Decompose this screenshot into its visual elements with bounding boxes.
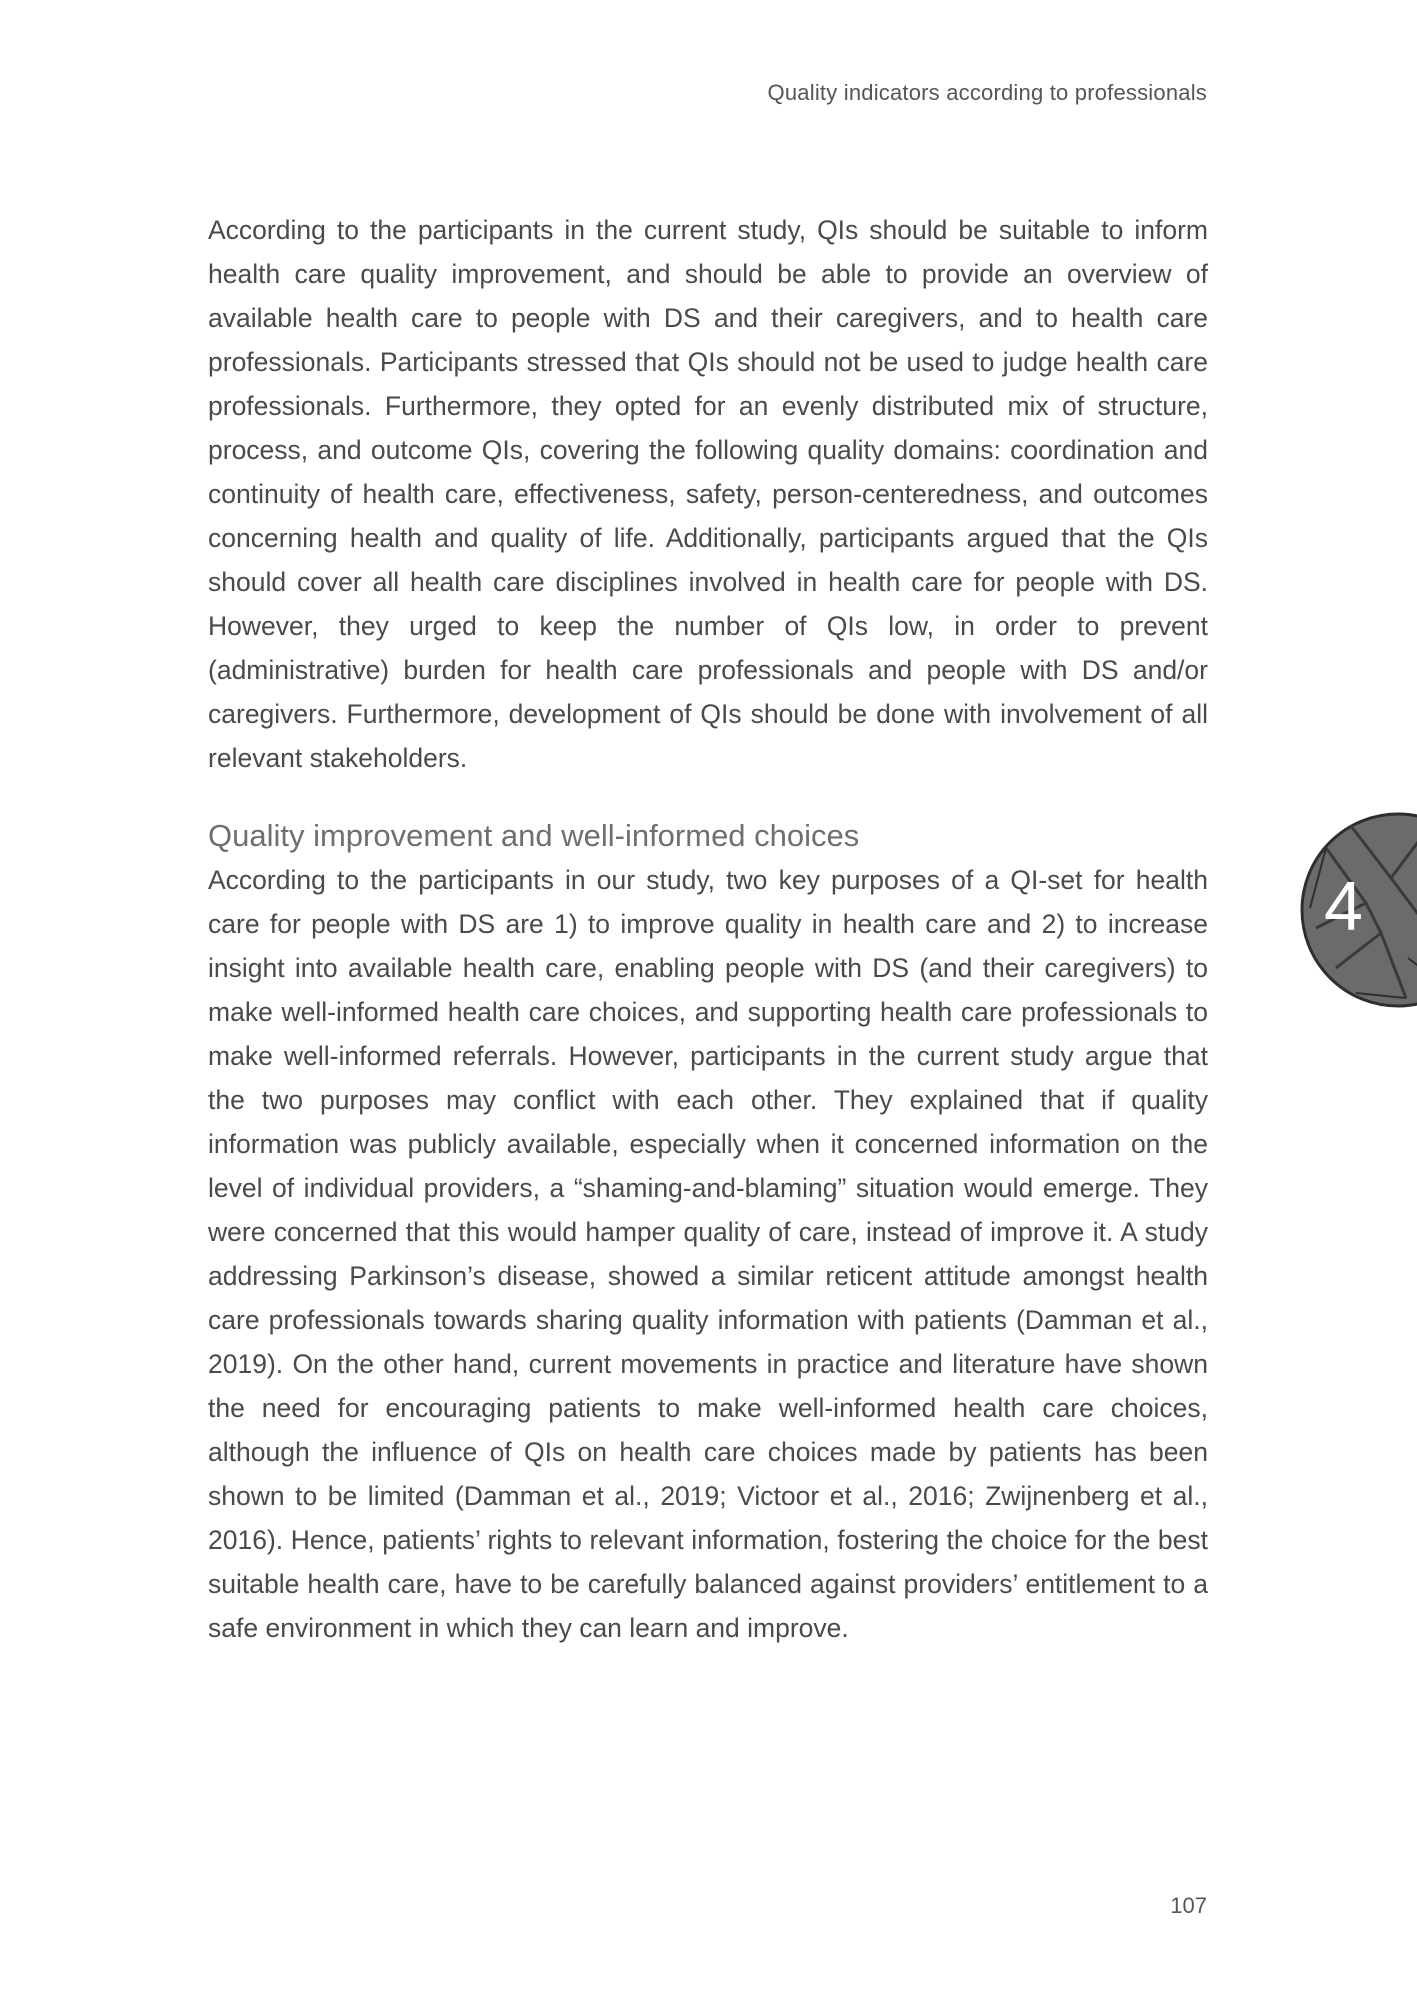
body-paragraph-1: According to the participants in the current study, QIs should be suitable to inform health care quality improvement, and should be able to provide an overview of available health care to people with DS and their caregivers, and to health care professionals. Participants stressed that QIs should not be used to judge health care professionals. Furthermore, they opted for an evenly distributed mix of structure, process, and outcome QIs, covering the following quality domains: coordination and continuity of health care, effectiveness, safety, person-centeredness, and outcomes concerning health and quality of life. Additionally, participants argued that the QIs should cover all health care disciplines involved in health care for people with DS. However, they urged to keep the number of QIs low, in order to prevent (administrative) burden for health care professionals and people with DS and/or caregivers. Furthermore, development of QIs should be done with involvement of all relevant stakeholders. bbox=[208, 215, 1208, 773]
main-content bbox=[208, 208, 1208, 1650]
chapter-tab bbox=[1296, 808, 1417, 1013]
body-paragraph-2: According to the participants in our study, two key purposes of a QI-set for health care for people with DS are 1) to improve quality in health care and 2) to increase insight into available health care, enabling people with DS (and their caregivers) to make well-informed health care choices, and supporting health care professionals to make well-informed referrals. However, participants in the current study argue that the two purposes may conflict with each other. They explained that if quality information was publicly available, especially when it concerned information on the level of individual providers, a “shaming-and-blaming” situation would emerge. They were concerned that this would hamper quality of care, instead of improve it. A study addressing Parkinson’s disease, showed a similar reticent attitude amongst health care professionals towards sharing quality information with patients (Damman et al., 2019). On the other hand, current movements in practice and literature have shown the need for encouraging patients to make well-informed health care choices, although the influence of QIs on health care choices made by patients has been shown to be limited (Damman et al., 2019; Victoor et al., 2016; Zwijnenberg et al., 2016). Hence, patients’ rights to relevant information, fostering the choice for the best suitable health care, have to be carefully balanced against providers’ entitlement to a safe environment in which they can learn and improve. bbox=[208, 865, 1208, 1643]
page-number: 107 bbox=[1170, 1893, 1207, 1918]
chapter-number: 4 bbox=[1324, 867, 1363, 945]
section-heading: Quality improvement and well-informed choices bbox=[208, 818, 860, 853]
running-header: Quality indicators according to professionals bbox=[767, 80, 1207, 105]
